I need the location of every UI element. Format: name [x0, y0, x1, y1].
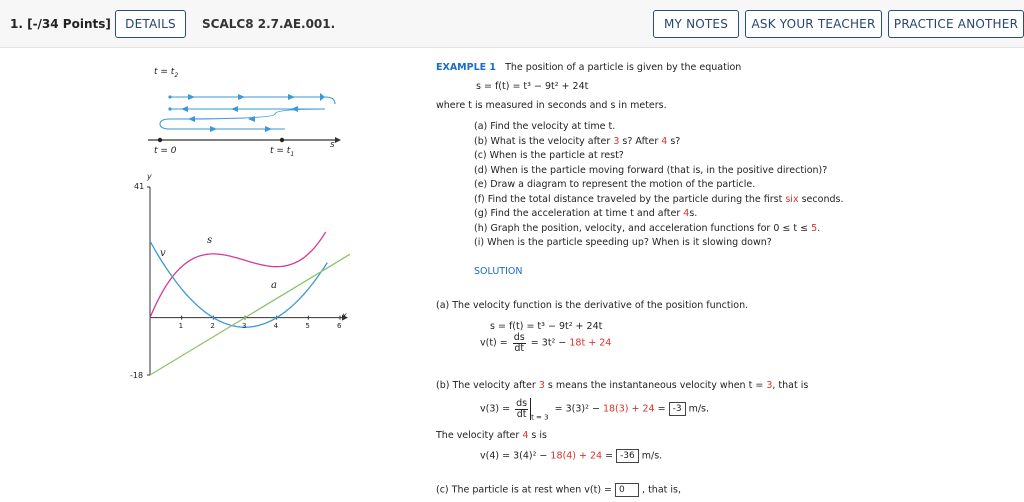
- x-tick-label-1: 1: [178, 321, 184, 330]
- t-equals-0-label: t = 0: [154, 146, 177, 156]
- t-equals-t2-label: $t = t_2$: [154, 67, 179, 79]
- part-g: (g) Find the acceleration at time t and after 4s.: [474, 208, 698, 219]
- solution-a-text: (a) The velocity function is the derivative of the position function.: [436, 300, 749, 311]
- a-curve: [150, 251, 350, 375]
- y-max-label: 41: [134, 182, 145, 191]
- solution-label: SOLUTION: [474, 266, 523, 277]
- v4-answer-box[interactable]: -36: [616, 449, 639, 463]
- part-b: (b) What is the velocity after 3 s? After 4 s?: [474, 136, 681, 147]
- position-velocity-acceleration-graph: [130, 170, 350, 385]
- part-e: (e) Draw a diagram to represent the motion of the particle.: [474, 179, 756, 190]
- x-tick-label-3: 3: [242, 321, 247, 330]
- x-tick-label-2: 2: [210, 321, 215, 330]
- a-curve-label: a: [271, 280, 277, 291]
- y-min-label: -18: [130, 371, 144, 380]
- v3-answer-box[interactable]: -3: [669, 402, 686, 416]
- part-d: (d) When is the particle moving forward (that is, in the positive direction)?: [474, 165, 828, 176]
- question-number: 1. [-/34 Points]: [10, 17, 111, 31]
- s-axis-label: s: [330, 140, 335, 150]
- solution-v-equation: v(t) = $\frac{ds}{dt}$ = 3t² − 18t + 24: [480, 332, 612, 354]
- solution-s-equation: s = f(t) = t³ − 9t² + 24t: [490, 321, 603, 332]
- ask-your-teacher-button[interactable]: ASK YOUR TEACHER: [745, 10, 882, 38]
- x-tick-label-6: 6: [337, 321, 342, 330]
- example-title: EXAMPLE 1: [436, 62, 497, 73]
- part-h: (h) Graph the position, velocity, and acceleration functions for 0 ≤ t ≤ 5.: [474, 223, 821, 234]
- part-a: (a) Find the velocity at time t.: [474, 121, 616, 132]
- course-code: SCALC8 2.7.AE.001.: [202, 17, 336, 31]
- solution-c-text: (c) The particle is at rest when v(t) = 0 , that is,: [436, 484, 681, 496]
- my-notes-button[interactable]: MY NOTES: [653, 10, 739, 38]
- solution-v3-equation: v(3) = $\frac{ds}{dt}$ $_{t = 3}$ = 3(3)² − 18(3) + 24 = -3 m/s.: [480, 398, 710, 422]
- x-tick-label-4: 4: [273, 321, 279, 330]
- s-curve-label: s: [207, 235, 213, 246]
- s-curve: [150, 232, 326, 318]
- part-f: (f) Find the total distance traveled by the particle during the first six seconds.: [474, 194, 844, 205]
- details-button[interactable]: DETAILS: [115, 10, 186, 38]
- v-curve-label: v: [160, 248, 166, 259]
- practice-another-button[interactable]: PRACTICE ANOTHER: [888, 10, 1024, 38]
- example-equation: s = f(t) = t³ − 9t² + 24t: [476, 81, 589, 92]
- solution-v4-equation: v(4) = 3(4)² − 18(4) + 24 = -36 m/s.: [480, 450, 663, 462]
- y-axis-label: y: [147, 172, 152, 181]
- x-tick-label-5: 5: [305, 321, 310, 330]
- example-header: [436, 62, 741, 73]
- question-header: [0, 0, 1024, 48]
- solution-after4-text: The velocity after 4 s is: [436, 430, 547, 441]
- x-axis-label: x: [342, 311, 347, 320]
- example-intro: The position of a particle is given by the equation: [505, 62, 742, 73]
- part-c: (c) When is the particle at rest?: [474, 150, 624, 161]
- graph-panel: [130, 170, 350, 385]
- example-where: where t is measured in seconds and s in meters.: [436, 100, 667, 111]
- part-i: (i) When is the particle speeding up? When is it slowing down?: [474, 237, 772, 248]
- t-equals-t1-label: $t = t_1$: [270, 146, 295, 158]
- motion-diagram: [140, 62, 350, 162]
- solution-b-text: (b) The velocity after 3 s means the instantaneous velocity when t = 3, that is: [436, 380, 809, 391]
- c-answer-box[interactable]: 0: [615, 483, 639, 497]
